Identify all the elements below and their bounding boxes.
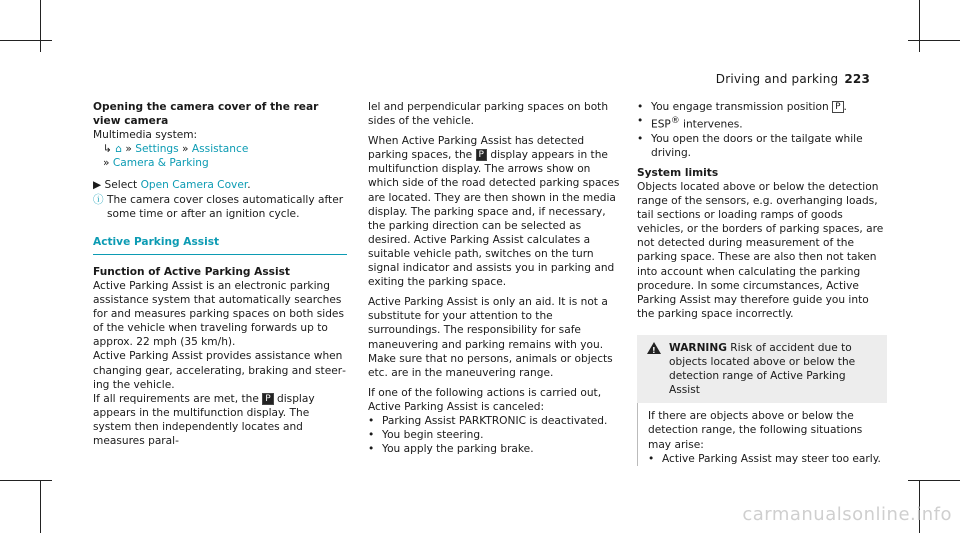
note [93, 193, 347, 221]
parking-icon: P [476, 149, 487, 161]
text: display appears in the multifunction display. The arrows show on which side of the road detected parking spaces are located. They are then shown in the media display. The parking space and, if necessary, the parking direction can be selected as desired. Active Parking Assist calculates a suitable vehicle path, switches on the turn signal indicator and assists you in parking and exiting the parking space. [368, 149, 620, 289]
paragraph: If one of the following actions is carried out, Active Parking Assist is canceled: [368, 386, 602, 413]
menu-path-2 [93, 156, 347, 170]
chevron-icon: » [182, 143, 192, 156]
list-item [637, 100, 887, 114]
right-column [637, 100, 887, 466]
paragraph: lel and perpendicular parking spaces on both sides of the vehicle. [368, 101, 609, 128]
list-item [368, 442, 624, 456]
list-text [651, 100, 847, 114]
crop-mark [919, 0, 920, 52]
paragraph: If there are objects above or below the detection range, the following situations may arise: [648, 410, 863, 451]
bullet-icon: • [368, 429, 375, 442]
text: display appears in the multifunction display. The system then independently locates and measures paral- [93, 392, 315, 447]
crop-mark [0, 40, 52, 41]
text: You engage transmission position [651, 101, 833, 113]
section-title: Driving and parking [715, 72, 839, 86]
bullet-icon: • [368, 443, 375, 456]
list-text: Parking Assist PARKTRONIC is deactivated. [382, 414, 608, 427]
watermark: carmanualsonline.info [742, 504, 952, 525]
warning-icon: ! [647, 342, 661, 354]
text: . [843, 101, 847, 113]
menu-camera-parking[interactable]: Camera & Parking [112, 157, 209, 170]
divider [93, 254, 347, 255]
text: ESP [651, 118, 671, 131]
step-end: . [247, 179, 251, 192]
menu-assistance[interactable]: Assistance [191, 143, 249, 156]
crop-mark [0, 480, 52, 481]
crop-mark [40, 481, 41, 533]
path-intro: Multimedia system: [93, 129, 198, 142]
play-icon: ▶ [93, 179, 105, 192]
bullet-icon: • [637, 101, 644, 113]
park-position-icon: P [832, 101, 843, 113]
list-text: You open the doors or the tailgate while driving. [651, 132, 863, 159]
section-heading: Active Parking Assist [93, 235, 220, 248]
crop-mark [40, 0, 41, 52]
info-icon: ⓘ [93, 193, 104, 206]
menu-path [93, 142, 347, 156]
sub-heading: System limits [637, 166, 719, 179]
warning-box [637, 335, 887, 403]
middle-column [368, 100, 624, 456]
warning-text: Risk of accident due to objects located above or below the detection range of Active Parking Assist [669, 341, 856, 397]
list-text: You apply the parking brake. [382, 443, 534, 456]
parking-icon: P [262, 393, 273, 405]
page-number: 223 [844, 72, 870, 86]
list-item [637, 132, 887, 160]
step-text: Select [104, 179, 141, 192]
list-text [651, 114, 743, 132]
list-item [368, 414, 624, 428]
sub-heading: Function of Active Parking Assist [93, 265, 290, 278]
text: If all requirements are met, the [93, 392, 263, 405]
list-item [637, 114, 887, 132]
warning-label: WARNING [669, 341, 727, 354]
paragraph [93, 392, 347, 448]
list-text: Active Parking Assist may steer too early. [662, 452, 881, 465]
note-text: The camera cover closes automatically after some time or after an ignition cycle. [107, 193, 344, 220]
bullet-icon: • [368, 414, 375, 427]
list-text: You begin steering. [382, 429, 484, 442]
crop-mark [908, 480, 960, 481]
home-icon[interactable]: ⌂ [115, 143, 122, 156]
menu-settings[interactable]: Settings [135, 143, 179, 156]
text: intervenes. [679, 118, 743, 131]
warning-body [637, 403, 887, 465]
bullet-icon: • [637, 115, 644, 128]
page-header [716, 72, 870, 86]
trademark: ® [670, 116, 680, 127]
left-column [93, 100, 347, 448]
chevron-icon: » [125, 143, 136, 156]
list-item [648, 452, 887, 466]
paragraph: Active Parking Assist is only an aid. It is not a substitute for your attention to the surroundings. The responsibility for safe maneuvering and parking remains with you. Make sure that no persons, animals or objects etc. are in the maneuvering range. [368, 296, 613, 379]
paragraph: Active Parking Assist is an electronic parking assistance system that automatically searches for and measures parking spaces on both sides of the vehicle when traveling forwards up to approx. 22 mph (35 km/h). [93, 279, 344, 349]
step [93, 178, 347, 192]
bullet-icon: • [637, 132, 644, 145]
bullet-icon: • [648, 452, 655, 465]
arrow-icon: ↳ [103, 143, 116, 156]
open-camera-cover-link[interactable]: Open Camera Cover [140, 179, 248, 192]
paragraph: Active Parking Assist provides assistance when changing gear, accelerating, braking and steering the vehicle. [93, 350, 346, 391]
paragraph: Objects located above or below the detection range of the sensors, e.g. overhanging loads, tail sections or loading ramps of goods vehicles, or the borders of parking spaces, are not detected during measurement of the parking space. These are also then not taken into account when calculating the parking procedure. In some circumstances, Active Parking Assist may therefore guide you into the parking space incorrectly. [637, 181, 884, 320]
heading: Opening the camera cover of the rear view camera [93, 101, 319, 128]
crop-mark [908, 40, 960, 41]
list-item [368, 428, 624, 442]
chevron-icon: » [103, 157, 113, 170]
paragraph [368, 134, 624, 289]
text: When Active Parking Assist has detected parking spaces, the [368, 135, 585, 162]
